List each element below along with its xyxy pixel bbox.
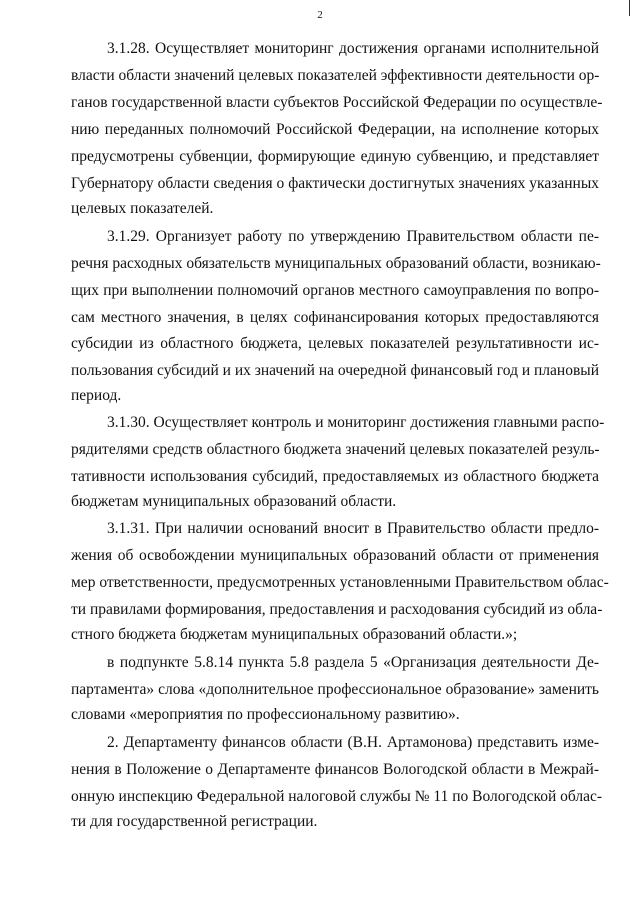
text-line: 3.1.31. При наличии оснований вносит в Правительство области предло-: [107, 520, 599, 537]
text-line: Губернатору области сведения о фактически достигнутых значениях указанных: [71, 175, 599, 192]
text-line: власти области значений целевых показателей эффективности деятельности ор-: [71, 67, 600, 84]
text-line: 3.1.28. Осуществляет мониторинг достижения органами исполнительной: [107, 40, 599, 57]
text-line: жения об освобождении муниципальных образований области от применения: [71, 547, 599, 564]
text-line: словами «мероприятия по профессиональному развитию».: [71, 706, 460, 723]
text-line: субсидии из областного бюджета, целевых показателей результативности ис-: [71, 335, 599, 352]
text-line: ганов государственной власти субъектов Российской Федерации по осуществле-: [71, 94, 603, 111]
text-line: в подпункте 5.8.14 пункта 5.8 раздела 5 «Организация деятельности Де-: [107, 654, 599, 671]
text-line: рядителями средств областного бюджета значений целевых показателей резуль-: [71, 441, 600, 458]
text-line: целевых показателей.: [71, 200, 214, 217]
text-line: бюджетам муниципальных образований области.: [71, 493, 397, 510]
page-number: 2: [317, 9, 323, 21]
text-line: мер ответственности, предусмотренных установленными Правительством облас-: [71, 574, 609, 591]
text-line: ти для государственной регистрации.: [71, 813, 318, 830]
text-line: нию переданных полномочий Российской Федерации, на исполнение которых: [71, 121, 599, 138]
text-line: нения в Положение о Департаменте финансов Вологодской области в Межрай-: [71, 761, 599, 778]
text-line: предусмотрены субвенции, формирующие единую субвенцию, и представляет: [71, 148, 599, 165]
text-line: период.: [71, 387, 122, 404]
text-line: стного бюджета бюджетам муниципальных образований области.»;: [71, 626, 518, 643]
text-line: сам местного значения, в целях софинансирования которых предоставляются: [71, 309, 599, 326]
text-line: ти правилами формирования, предоставления и расходования субсидий из обла-: [71, 601, 603, 618]
text-line: 2. Департаменту финансов области (В.Н. Артамонова) представить изме-: [107, 734, 599, 751]
text-line: 3.1.29. Организует работу по утверждению Правительством области пе-: [107, 228, 599, 245]
text-line: 3.1.30. Осуществляет контроль и мониторинг достижения главными распо-: [107, 414, 605, 431]
text-line: партамента» слова «дополнительное профессиональное образование» заменить: [71, 681, 599, 698]
text-line: щих при выполнении полномочий органов местного самоуправления по вопро-: [71, 282, 599, 299]
text-line: тативности использования субсидий, предоставляемых из областного бюджета: [71, 468, 599, 485]
text-line: речня расходных обязательств муниципальных образований области, возникаю-: [71, 255, 601, 272]
text-line: пользования субсидий и их значений на очередной финансовый год и плановый: [71, 362, 599, 379]
text-line: онную инспекцию Федеральной налоговой службы № 11 по Вологодской облас-: [71, 788, 603, 805]
